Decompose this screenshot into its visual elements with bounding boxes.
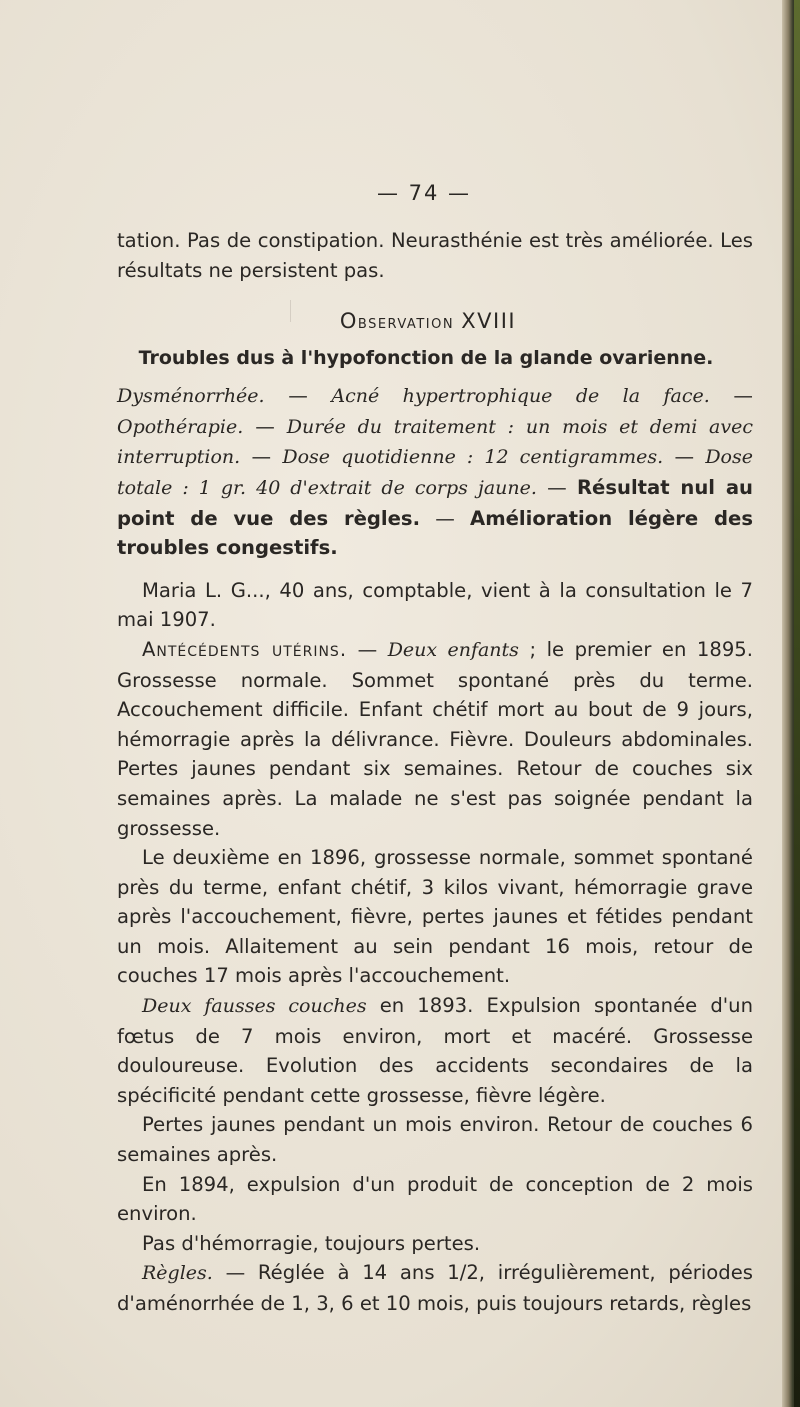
antecedents-text: ; le premier en 1895. Grossesse normale. Sommet spontané près du terme. Accouchement difficile. Enfant chétif mort au bout de 9 jours, hémorragie après la délivrance. Fièvre. Douleurs abdominales. Pertes jaunes pendant six semaines. Retour de couches six semaines après. La malade ne s'est pas soignée pendant la grossesse. <box>117 637 753 840</box>
page-number: — 74 — <box>376 181 472 205</box>
paragraph-regles <box>117 1258 753 1318</box>
summary-item: Dose totale : 1 gr. 40 d'extrait de corps jaune. <box>117 446 753 499</box>
paragraph-antecedents <box>117 635 753 843</box>
summary-dash: — <box>240 445 283 469</box>
observation-heading <box>103 307 753 337</box>
paragraph-pertes: Pertes jaunes pendant un mois environ. Retour de couches 6 semaines après. <box>117 1113 753 1167</box>
paragraph-deuxieme: Le deuxième en 1896, grossesse normale, sommet spontané près du terme, enfant chétif, 3 kilos vivant, hémorragie grave après l'accouchement, fièvre, pertes jaunes et fétides pendant un mois. Allaitement au sein pendant 16 mois, retour de couches 17 mois après l'accouchement. <box>117 846 753 988</box>
observation-label: bservation <box>357 312 455 334</box>
book-cover-edge <box>794 0 800 1407</box>
observation-label-initial: O <box>339 309 358 334</box>
summary-dash: — <box>243 414 287 438</box>
text-block <box>117 178 753 1319</box>
antecedents-dash: — <box>347 637 388 661</box>
summary-dash: — <box>264 384 332 408</box>
paragraph-fausses-couches <box>117 991 753 1110</box>
antecedents-label: Antécédents utérins. <box>142 637 348 661</box>
summary-item: Dose quotidienne : 12 centigrammes. <box>282 446 664 469</box>
summary-item: Dysménorrhée. <box>117 385 265 408</box>
fausses-couches-label: Deux fausses couches <box>142 995 367 1018</box>
observation-subtitle: Troubles dus à l'hypofonction de la glande ovarienne. <box>138 347 714 370</box>
paragraph-hemorragie: Pas d'hémorragie, toujours pertes. <box>142 1231 481 1255</box>
observation-summary <box>117 381 753 563</box>
summary-dash: — <box>536 475 577 499</box>
summary-item: Acné hypertrophique de la face. <box>331 385 710 408</box>
summary-result: Résultat nul au point de vue des règles. <box>117 475 753 530</box>
regles-text: — Réglée à 14 ans 1/2, irrégulièrement, périodes d'aménorrhée de 1, 3, 6 et 10 mois, puis toujours retards, règles <box>117 1261 753 1315</box>
paragraph-continuation: tation. Pas de constipation. Neurasthénie est très améliorée. Les résultats ne persistent pas. <box>117 229 753 282</box>
regles-label: Règles. <box>142 1262 213 1285</box>
paragraph-patient: Maria L. G..., 40 ans, comptable, vient à la consultation le 7 mai 1907. <box>117 578 753 632</box>
summary-item: Opothérapie. <box>117 415 244 438</box>
summary-item: Durée du traitement : un mois et demi avec interruption. <box>117 415 754 469</box>
fausses-couches-text: en 1893. Expulsion spontanée d'un fœtus de 7 mois environ, mort et macéré. Grossesse douloureuse. Evolution des accidents secondaires de la spécificité pendant cette grossesse, fièvre légère. <box>117 994 753 1107</box>
summary-result: Amélioration légère des troubles congestifs. <box>117 506 753 560</box>
observation-number: XVIII <box>461 309 517 334</box>
summary-dash: — <box>663 445 706 469</box>
summary-dash: — <box>709 384 754 408</box>
summary-dash: — <box>420 506 471 530</box>
antecedents-children: Deux enfants <box>387 638 519 661</box>
paragraph-1894: En 1894, expulsion d'un produit de conception de 2 mois environ. <box>117 1172 753 1226</box>
